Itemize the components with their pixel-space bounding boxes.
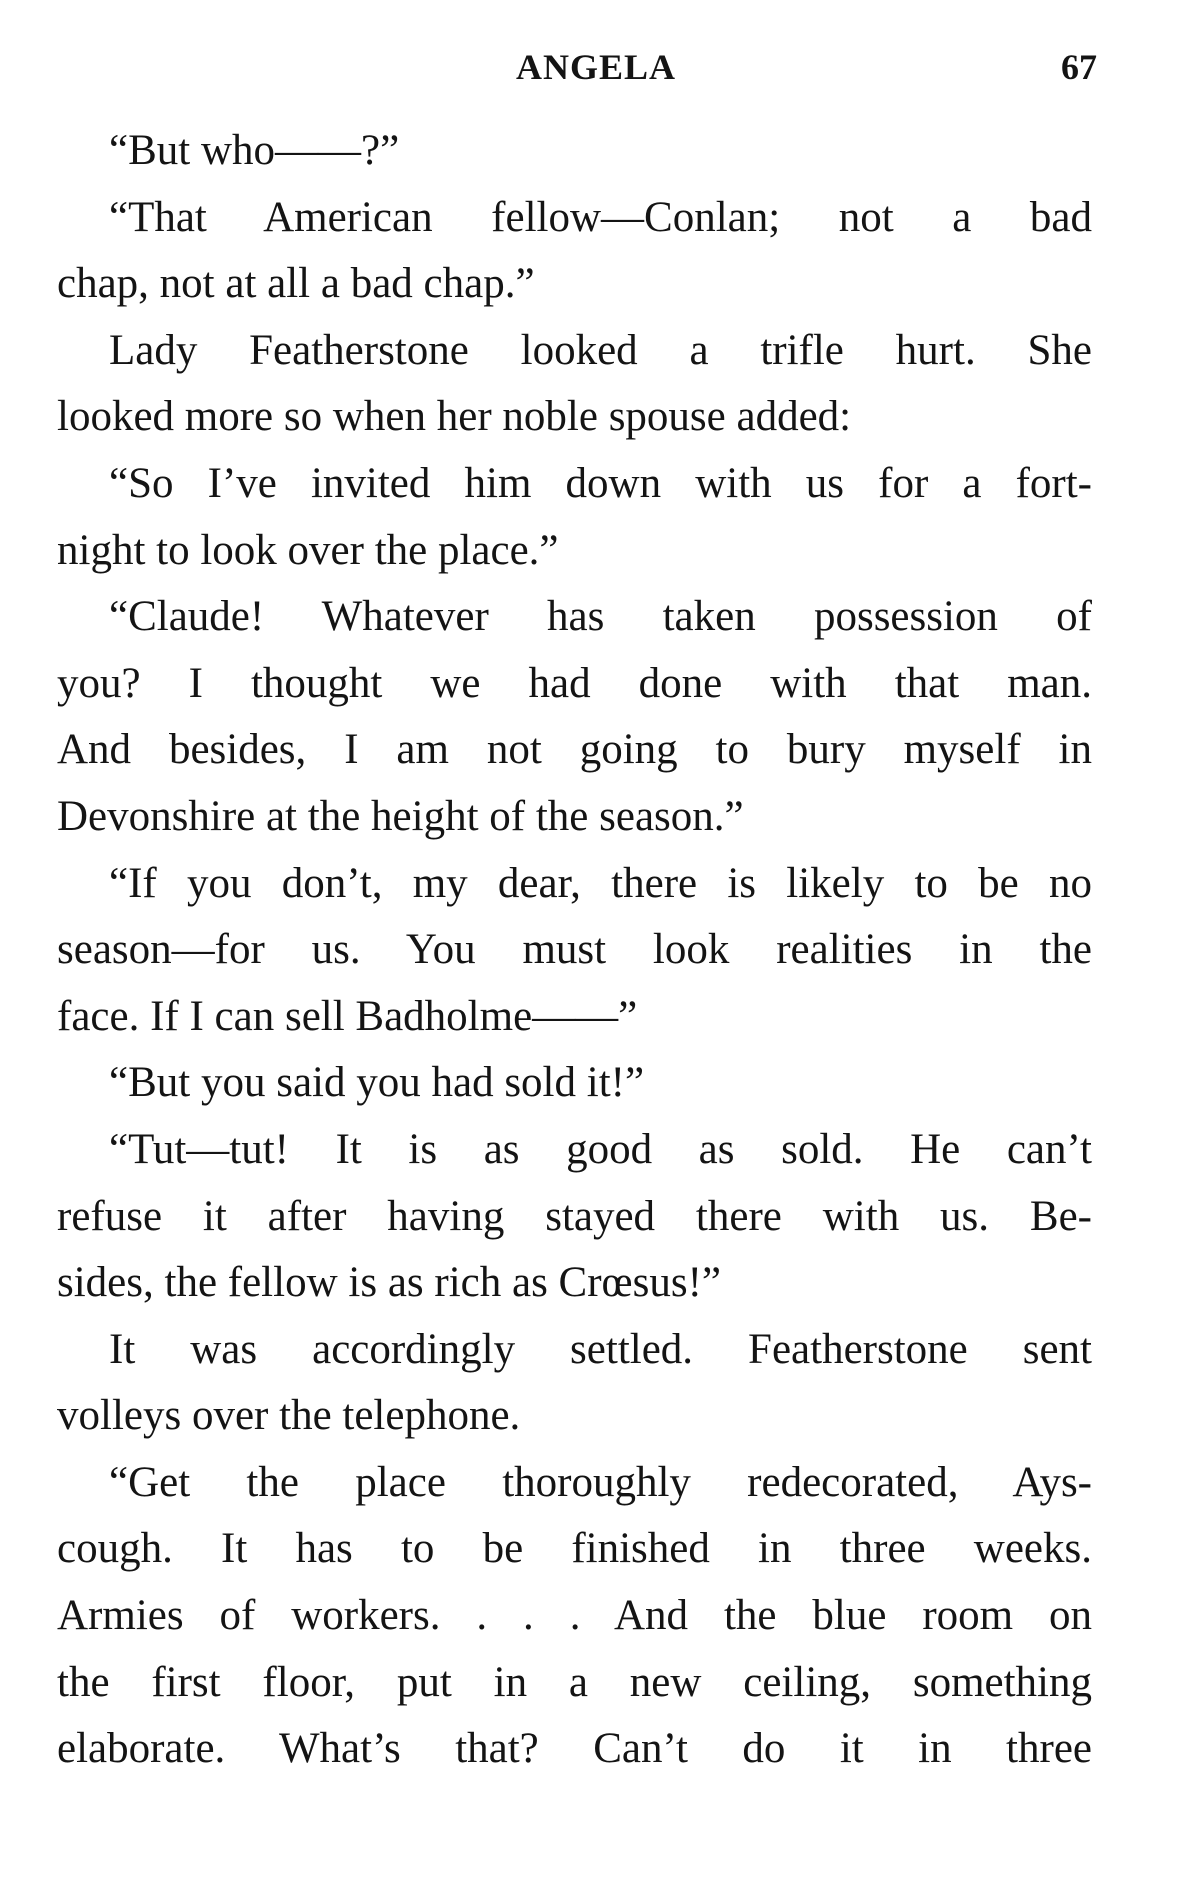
text-line: face. If I can sell Badholme——” [57,992,638,1040]
text-line: “So I’ve invited him down with us for a fort- [109,459,1092,507]
body-text [57,118,1092,1783]
page-number: 67 [1061,47,1097,87]
text-line: Armies of workers. . . . And the blue room on [57,1592,1092,1640]
running-head [0,40,1192,90]
text-line: “Tut—tut! It is as good as sold. He can’t [109,1125,1092,1173]
text-line: the first floor, put in a new ceiling, something [57,1658,1092,1706]
text-line: elaborate. What’s that? Can’t do it in three [57,1725,1092,1773]
text-line: And besides, I am not going to bury myself in [57,726,1092,774]
text-line: “Claude! Whatever has taken possession of [109,593,1092,641]
text-line: “That American fellow—Conlan; not a bad [109,193,1092,241]
text-line: night to look over the place.” [57,526,559,574]
text-line: “But you said you had sold it!” [109,1059,645,1107]
text-line: Lady Featherstone looked a trifle hurt. She [109,326,1092,374]
text-line: you? I thought we had done with that man. [57,659,1092,707]
text-line: refuse it after having stayed there with us. Be- [57,1192,1092,1240]
text-line: looked more so when her noble spouse added: [57,393,852,441]
text-line: “But who——?” [109,127,400,174]
text-line: Devonshire at the height of the season.” [57,792,744,840]
text-line: It was accordingly settled. Featherstone sent [109,1325,1092,1373]
text-line: “If you don’t, my dear, there is likely to be no [109,859,1092,907]
running-head-title: ANGELA [515,47,677,87]
text-line: chap, not at all a bad chap.” [57,260,535,308]
text-line: “Get the place thoroughly redecorated, Ays- [109,1458,1092,1506]
text-line: volleys over the telephone. [57,1392,521,1440]
text-line: cough. It has to be finished in three weeks. [57,1525,1092,1573]
text-line: season—for us. You must look realities in the [57,926,1092,974]
text-line: sides, the fellow is as rich as Crœsus!” [57,1259,721,1307]
